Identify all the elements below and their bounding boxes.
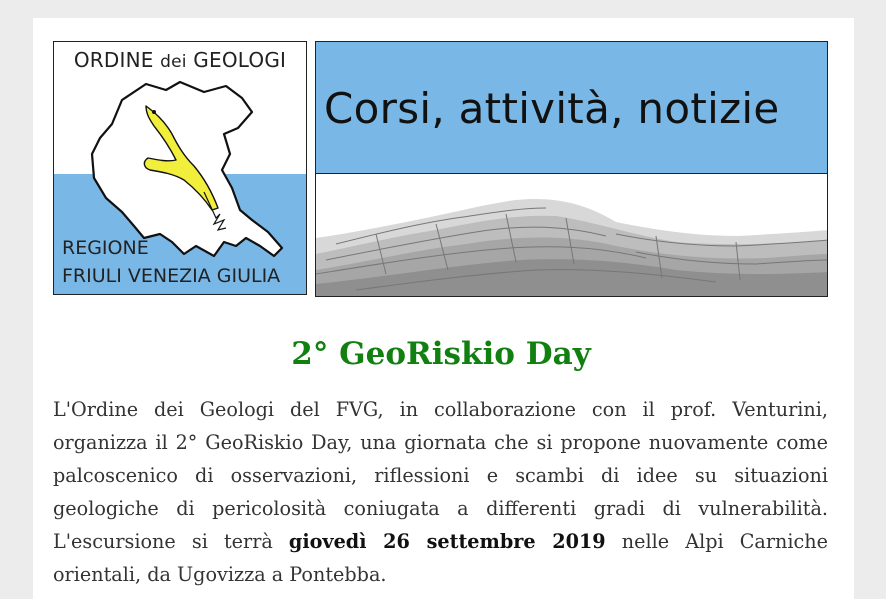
logo-region-label <box>62 234 280 290</box>
paragraph-text-end: nelle Alpi Carniche orientali, da Ugovizza a Pontebba. <box>53 530 828 586</box>
logo-region-line-2: FRIULI VENEZIA GIULIA <box>62 265 281 287</box>
paragraph-text-start: L'Ordine dei Geologi del FVG, in collaborazione con il prof. Venturini, organizza il 2° GeoRiskio Day, una giornata che si propone nuovamente come palcoscenico di osservazioni, riflessioni e scambi di idee su situazioni geologiche di pericolosità coniugata a differenti gradi di vulnerabilità. L'escursione si terrà <box>53 398 828 553</box>
ordine-geologi-logo[interactable] <box>53 41 307 295</box>
banner-title: Corsi, attività, notizie <box>324 84 780 133</box>
banner-title-box <box>315 41 828 297</box>
event-date: giovedì 26 settembre 2019 <box>288 530 606 553</box>
logo-title: ORDINE dei GEOLOGI <box>73 48 287 72</box>
article-paragraph <box>53 393 828 591</box>
article-headline: 2° GeoRiskio Day <box>291 336 591 372</box>
geological-strata-illustration <box>316 174 828 297</box>
logo-region-line-1: REGIONE <box>62 237 149 259</box>
newsletter-page <box>33 18 854 599</box>
